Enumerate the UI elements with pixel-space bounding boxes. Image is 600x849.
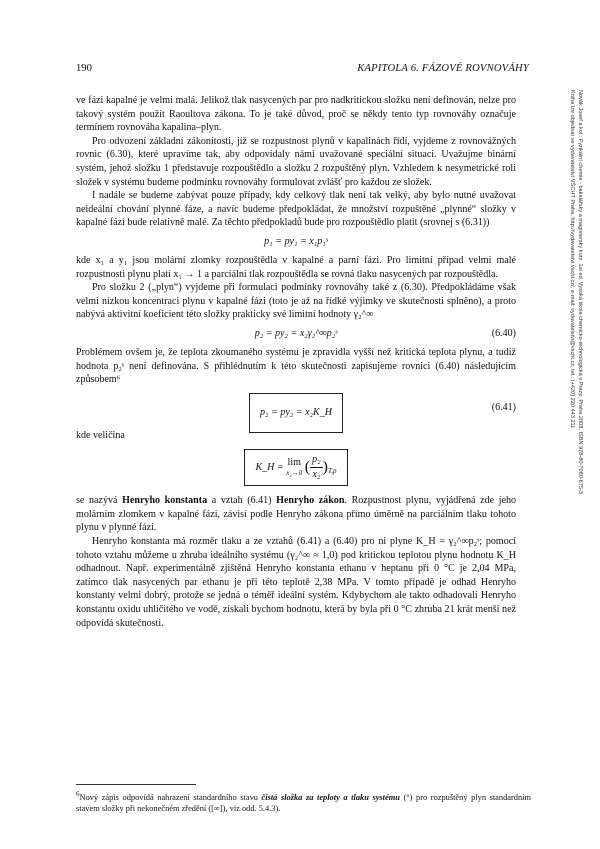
page-number: 190: [76, 63, 92, 74]
equation-solvent: [76, 234, 516, 250]
paragraph: Henryho konstanta má rozměr tlaku a ze vztahů (6.41) a (6.40) pro ni plyne K_H = γ₂^∞p₂ˢ; pomocí tohoto vztahu můžeme u zhruba ideálního systému (γ₂^∞ ≈ 1,0) pod kritickou teplotou plynu hodnotu K_H odhadnout. Např. experimentálně zjištěná Henryho konstanta ethanu v heptanu při 0 °C je 2,04 MPa, zatímco tlak nasycených par ethanu je při této teplotě 2,38 MPa. V tomto případě je odhad Henryho konstanty velmi dobrý, protože se jedná o téměř ideální systém. Kdybychom ale takto odhadovali Henryho konstantu oxidu uhličitého ve vodě, získali bychom hodnotu, která by byla při 0 °C zhruba 21 krát menší než odpovídá skutečnosti.: [76, 536, 516, 629]
equation-text: p₂ = py₂ = x₂γ₂^∞p₂ˢ: [254, 327, 338, 339]
limit-subscript: x₂→0: [286, 468, 303, 477]
boxed-equation: K_H = lim x₂→0 ( $\frac{\text{p₂}}{\text{x₂}}$ )$_{T,p}$: [244, 449, 347, 486]
fraction-numerator: p₂: [310, 453, 322, 468]
boxed-equation: p₂ = py₂ = x₂K_H: [249, 393, 343, 433]
paragraph: Pro odvození základní zákonitosti, jíž se rozpustnost plynů v kapalinách řídí, vyjdeme z rovnovážných rovnic (6.30), které upravíme tak, aby odpovídaly námi uvažované speciální situaci. Uvažujme binární systém, jehož složku 1 představuje rozpouštědlo a složku 2 rozpuštěný plyn. Vzhledem k nesymetrické roli složek v systému budeme podmínku rovnováhy formulovat zvlášť pro každou ze složek.: [76, 135, 516, 188]
margin-note-text: [568, 90, 584, 610]
margin-note-line: Novák Josef a kol.: Fyzikální chemie - bakalářský a magisterský kurz. 1st ed. Vysoká škola chemicko-technologická v Praze, Praha 2008. ISBN 978-80-7080-675-3: [577, 90, 583, 494]
term-henry-law: Henryho zákon: [276, 495, 345, 507]
page-header: [76, 63, 529, 74]
subscript-tp: T,p: [327, 467, 337, 476]
limit-operator: [286, 458, 302, 478]
fraction-denominator: x₂: [312, 469, 321, 481]
footnote-text: Nový zápis odpovídá nahrazení standardního stavu: [79, 792, 262, 802]
footnote-marker: 6: [76, 790, 80, 798]
paragraph: ve fázi kapalné je velmi malá. Jelikož tlak nasycených par pro nadkritickou složku není definován, nelze pro takový systém použít Raoultova zákona. To je také důvod, proč se někdy tento typ rovnováhy označuje termínem rovnováha kapalina–plyn.: [76, 95, 516, 134]
footnote-divider: [76, 784, 196, 785]
side-margin-note: [560, 90, 590, 610]
equation-6-40: [76, 326, 516, 342]
fraction: [310, 453, 322, 482]
paragraph: kde x₁ a y₁ jsou molární zlomky rozpouštědla v kapalné a parní fázi. Pro limitní případ velmi malé rozpustnosti plynu platí x₁ → 1 a parciální tlak rozpouštědla se rovná tlaku nasycených par rozpouštědla.: [76, 254, 516, 280]
paragraph: Pro složku 2 („plyn“) vyjdeme při formulaci podmínky rovnováhy také z (6.30). Předpokládáme však velmi nízkou koncentraci plynu v kapalné fázi (toto je až na řídké výjimky ve skutečnosti splněno), a proto nabývá aktivitní koeficient této složky prakticky své limitní hodnoty γ₂^∞: [76, 282, 516, 321]
text-run: a vztah (6.41): [207, 495, 277, 507]
footnote-emphasis: čistá složka za teploty a tlaku systému: [261, 792, 400, 802]
limit-word: lim: [287, 456, 301, 468]
text-run: se nazývá: [76, 495, 123, 507]
paragraph: Problémem ovšem je, že teplota zkoumaného systému je zpravidla vyšší než kritická teplota plynu, a tudíž hodnota p₂ˢ není definována. S přihlédnutím k této skutečnosti zapisujeme rovnici (6.40) následujícím způsobem⁶: [76, 346, 516, 386]
paragraph: [76, 494, 516, 535]
footnote: [76, 789, 531, 814]
paragraph: kde veličina: [76, 429, 125, 441]
equation-number: (6.41): [491, 401, 516, 413]
equation-6-41: [76, 393, 516, 423]
footnote-text: (°) pro rozpuštěný plyn standardním stavem složky při nekonečném zředění ([∞]), viz odd. 5.4.3).: [76, 792, 531, 813]
paragraph: I nadále se budeme zabývat pouze případy, kdy celkový tlak není tak velký, aby bylo nutné uvažovat neideální chování plynné fáze, a navíc budeme předpokládat, že množství rozpuštěné „plynné“ složky v kapalné fázi bude relativně malé. Za těchto předpokladů bude pro rozpouštědlo platit (srovnej s (6.31)): [76, 190, 516, 229]
equation-henry-constant: [76, 448, 516, 488]
text-run: . Rozpustnost plynu, vyjádřená zde jeho molárním zlomkem v kapalné fázi, závisí podle Henryho zákona přímo úměrně na parciálním tlaku tohoto plynu v plynné fázi.: [76, 495, 517, 534]
equation-text: p₁ = py₁ = x₁p₁ˢ: [264, 235, 328, 247]
margin-note-line: Kniha lze objednat ve vydavatelství VŠCHT Praha, http://vydavatelstvi.vscht.cz/, e-mail: vydavatelstvi@vscht.cz, tel.: (+420) 220 443 211: [569, 90, 575, 429]
chapter-title: KAPITOLA 6. FÁZOVÉ ROVNOVÁHY: [357, 63, 529, 74]
body-text: [76, 94, 516, 630]
kh-lhs: K_H =: [255, 462, 287, 474]
equation-number: (6.40): [491, 327, 516, 339]
term-henry-constant: Henryho konstanta: [122, 495, 208, 507]
